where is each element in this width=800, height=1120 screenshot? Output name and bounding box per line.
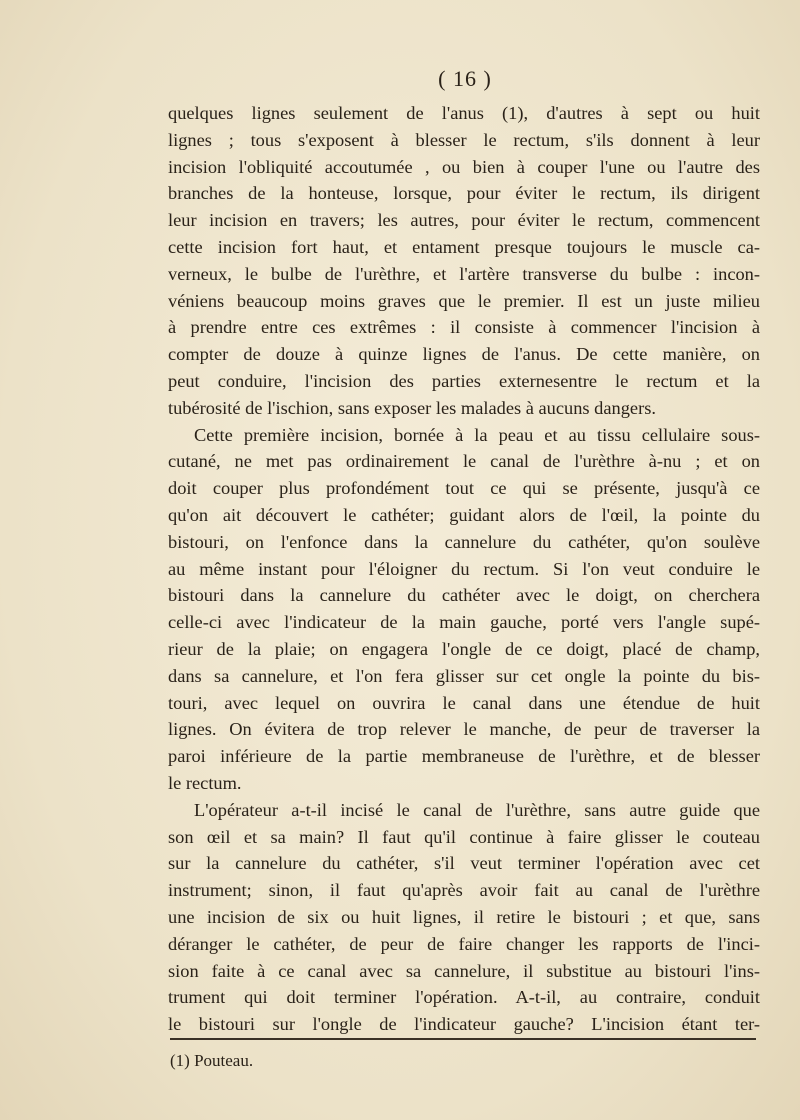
text-line: verneux, le bulbe de l'urèthre, et l'artère transverse du bulbe : incon- [168, 263, 760, 284]
footnote-rule [170, 1038, 756, 1040]
text-line: L'opérateur a-t-il incisé le canal de l'urèthre, sans autre guide que [194, 799, 760, 820]
text-line: branches de la honteuse, lorsque, pour éviter le rectum, ils dirigent [168, 183, 760, 204]
text-line: véniens beaucoup moins graves que le premier. Il est un juste milieu [168, 290, 760, 311]
text-line: peut conduire, l'incision des parties externesentre le rectum et la [168, 370, 760, 391]
text-line: trument qui doit terminer l'opération. A-t-il, au contraire, conduit [168, 987, 760, 1008]
text-line: dans sa cannelure, et l'on fera glisser sur cet ongle la pointe du bis- [168, 665, 760, 686]
text-line: au même instant pour l'éloigner du rectum. Si l'on veut conduire le [168, 558, 760, 579]
text-line: sion faite à ce canal avec sa cannelure, il substitue au bistouri l'ins- [168, 960, 760, 981]
text-line: incision l'obliquité accoutumée , ou bien à couper l'une ou l'autre des [168, 156, 760, 177]
text-line: cutané, ne met pas ordinairement le canal de l'urèthre à-nu ; et on [168, 451, 760, 472]
body-text [168, 100, 760, 1038]
text-line: son œil et sa main? Il faut qu'il continue à faire glisser le couteau [168, 826, 760, 847]
text-line: bistouri dans la cannelure du cathéter avec le doigt, on cherchera [168, 585, 760, 606]
footnote: (1) Pouteau. [170, 1051, 254, 1070]
text-line: doit couper plus profondément tout ce qui se présente, jusqu'à ce [168, 478, 760, 499]
text-line: qu'on ait découvert le cathéter; guidant alors de l'œil, la pointe du [168, 504, 760, 525]
text-line: celle-ci avec l'indicateur de la main gauche, porté vers l'angle supé- [168, 612, 760, 633]
text-line: compter de douze à quinze lignes de l'anus. De cette manière, on [168, 344, 760, 365]
text-line: le bistouri sur l'ongle de l'indicateur gauche? L'incision étant ter- [168, 1014, 760, 1035]
paragraph [168, 797, 760, 1038]
text-line: lignes. On évitera de trop relever le manche, de peur de traverser la [168, 719, 760, 740]
text-line: Cette première incision, bornée à la peau et au tissu cellulaire sous- [194, 424, 760, 445]
text-line: paroi inférieure de la partie membraneuse de l'urèthre, et de blesser [168, 746, 760, 767]
text-line: le rectum. [168, 772, 242, 793]
text-line: tubérosité de l'ischion, sans exposer les malades à aucuns dangers. [168, 397, 656, 418]
text-line: touri, avec lequel on ouvrira le canal dans une étendue de huit [168, 692, 760, 713]
text-line: cette incision fort haut, et entament presque toujours le muscle ca- [168, 236, 760, 257]
text-line: leur incision en travers; les autres, pour éviter le rectum, commencent [168, 210, 760, 231]
page-number: ( 16 ) [438, 66, 492, 91]
text-line: bistouri, on l'enfonce dans la cannelure du cathéter, qu'on soulève [168, 531, 760, 552]
text-line: quelques lignes seulement de l'anus (1), d'autres à sept ou huit [168, 103, 760, 123]
text-line: instrument; sinon, il faut qu'après avoir fait au canal de l'urèthre [168, 880, 760, 901]
text-line: à prendre entre ces extrêmes : il consiste à commencer l'incision à [168, 317, 760, 338]
text-line: rieur de la plaie; on engagera l'ongle de ce doigt, placé de champ, [168, 638, 760, 659]
text-line: une incision de six ou huit lignes, il retire le bistouri ; et que, sans [168, 906, 760, 927]
text-line: déranger le cathéter, de peur de faire changer les rapports de l'inci- [168, 933, 760, 954]
text-line: lignes ; tous s'exposent à blesser le rectum, s'ils donnent à leur [168, 129, 760, 150]
text-line: sur la cannelure du cathéter, s'il veut terminer l'opération avec cet [168, 853, 760, 874]
paragraph [168, 422, 760, 797]
paragraph [168, 100, 760, 422]
